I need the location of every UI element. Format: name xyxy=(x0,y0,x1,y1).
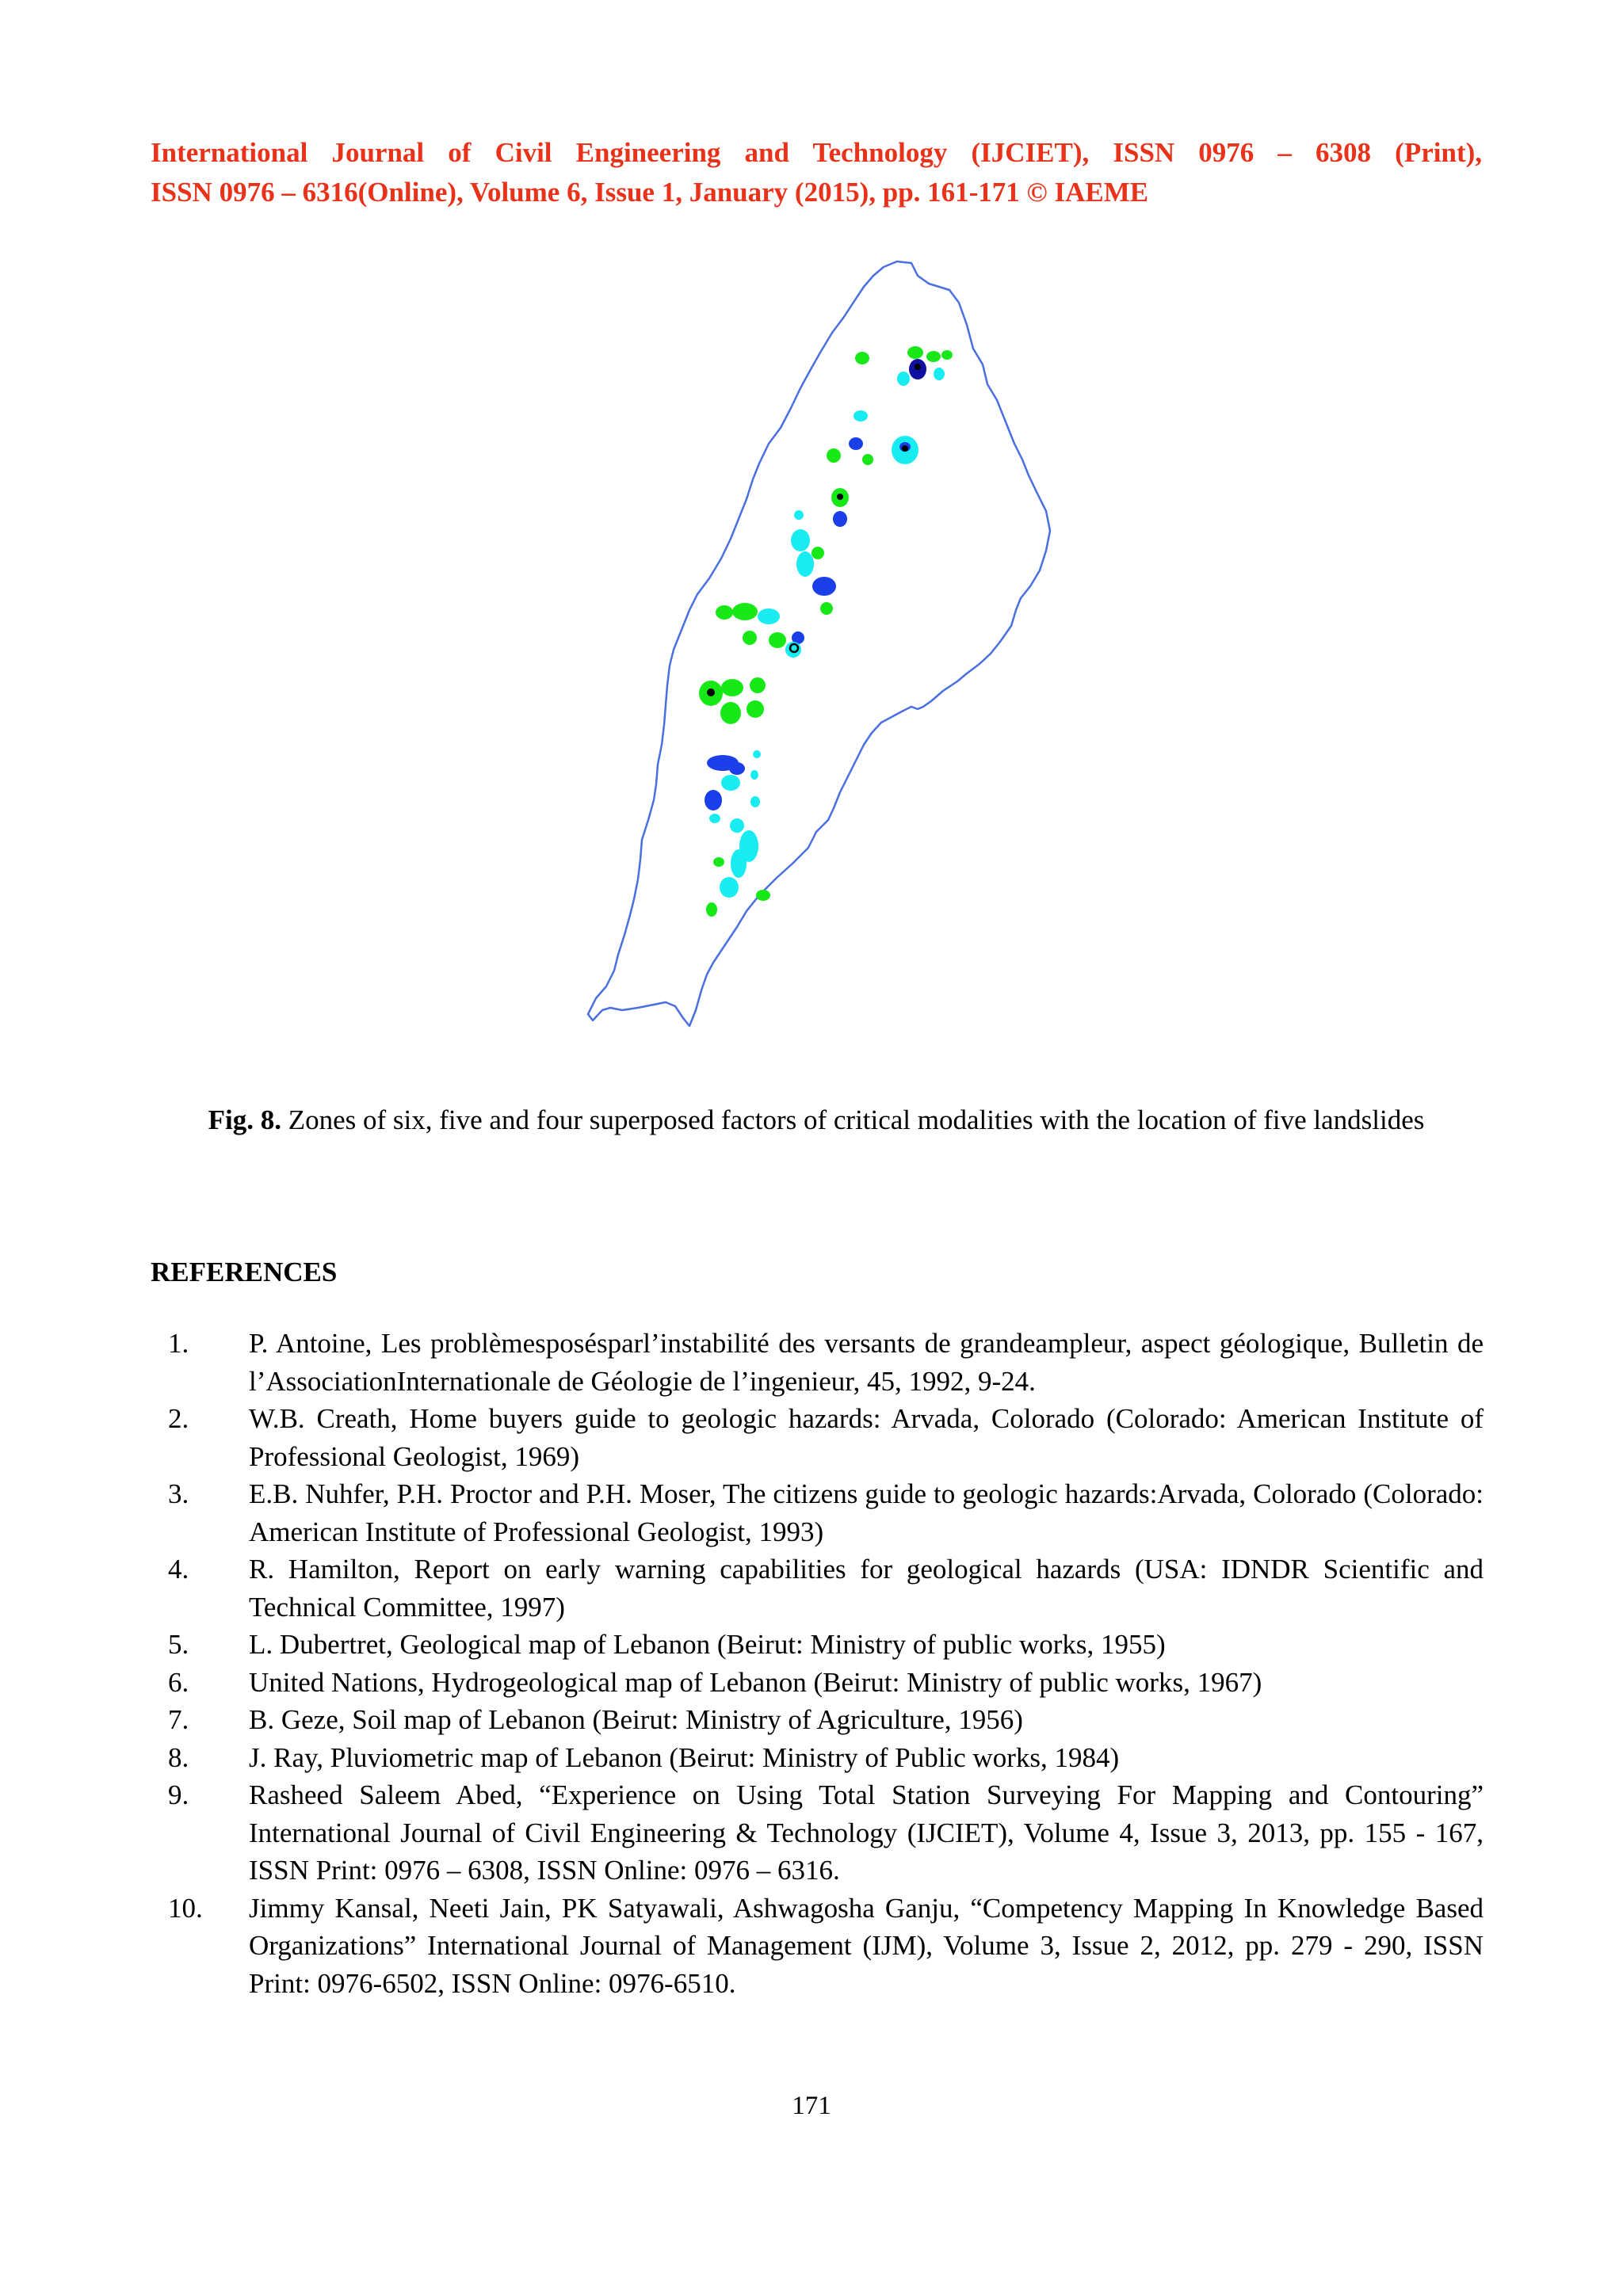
reference-number: 4. xyxy=(168,1554,189,1585)
reference-number: 5. xyxy=(168,1629,189,1660)
zone-green xyxy=(721,679,743,696)
reference-number: 7. xyxy=(168,1704,189,1735)
landslide-marker xyxy=(837,494,843,500)
reference-item xyxy=(151,1701,1484,1739)
reference-item xyxy=(151,1475,1484,1550)
zone-green xyxy=(820,602,833,615)
reference-item xyxy=(151,1739,1484,1777)
zone-green xyxy=(756,890,770,901)
reference-item xyxy=(151,1664,1484,1702)
zone-cyan xyxy=(709,814,720,823)
reference-item xyxy=(151,1890,1484,2003)
zone-cyan xyxy=(794,510,804,520)
zone-green xyxy=(750,677,766,693)
zone-cyan xyxy=(750,770,758,780)
reference-number: 6. xyxy=(168,1666,189,1698)
zone-green xyxy=(855,352,869,364)
reference-text: United Nations, Hydrogeological map of Lebanon (Beirut: Ministry of public works, 1967) xyxy=(249,1666,1262,1698)
zone-cyan xyxy=(753,750,761,758)
zone-blue xyxy=(833,511,847,527)
references-heading: REFERENCES xyxy=(151,1257,338,1287)
reference-number: 1. xyxy=(168,1328,189,1359)
zone-blue xyxy=(705,790,722,810)
zone-green xyxy=(716,605,733,620)
landslides-group xyxy=(707,364,921,696)
reference-number: 2. xyxy=(168,1403,189,1434)
journal-header xyxy=(151,133,1482,212)
zone-blue xyxy=(812,577,836,596)
zone-blue xyxy=(849,437,863,450)
reference-text: R. Hamilton, Report on early warning capabilities for geological hazards (USA: IDNDR Scientific and Technical Committee, 1997) xyxy=(249,1554,1484,1623)
reference-item xyxy=(151,1550,1484,1626)
zone-green xyxy=(720,702,741,724)
reference-number: 3. xyxy=(168,1478,189,1509)
page-number: 171 xyxy=(792,2092,831,2120)
zone-cyan xyxy=(854,410,868,421)
zone-green xyxy=(706,902,717,917)
zone-green xyxy=(769,632,786,648)
landslide-marker xyxy=(707,688,715,696)
zone-cyan xyxy=(897,372,910,386)
zone-cyan xyxy=(791,529,810,551)
zone-green xyxy=(907,346,923,359)
zone-cyan xyxy=(720,877,739,898)
journal-header-line-1: International Journal of Civil Engineering and Technology (IJCIET), ISSN 0976 – 6308 (Print), xyxy=(151,137,1482,168)
reference-text: J. Ray, Pluviometric map of Lebanon (Beirut: Ministry of Public works, 1984) xyxy=(249,1741,1120,1773)
zone-cyan xyxy=(750,796,760,807)
lebanon-outline xyxy=(588,261,1050,1026)
journal-header-line-2: ISSN 0976 – 6316(Online), Volume 6, Issue 1, January (2015), pp. 161-171 © IAEME xyxy=(151,177,1149,208)
reference-text: Jimmy Kansal, Neeti Jain, PK Satyawali, Ashwagosha Ganju, “Competency Mapping In Knowledge Based Organizations” International Journal of Management (IJM), Volume 3, Issue 2, 2012, pp. 279 - 290, ISSN Print: 0976-6502, ISSN Online: 0976-6510. xyxy=(249,1892,1484,1999)
zones-group xyxy=(699,346,953,917)
zone-green xyxy=(812,547,824,559)
zone-green xyxy=(827,448,841,463)
lebanon-map xyxy=(539,238,1141,1046)
reference-text: B. Geze, Soil map of Lebanon (Beirut: Ministry of Agriculture, 1956) xyxy=(249,1704,1023,1735)
reference-item xyxy=(151,1626,1484,1664)
figure-label: Fig. 8. xyxy=(208,1104,281,1135)
reference-text: L. Dubertret, Geological map of Lebanon (Beirut: Ministry of public works, 1955) xyxy=(249,1629,1166,1660)
reference-text: Rasheed Saleem Abed, “Experience on Using Total Station Surveying For Mapping and Contouring” International Journal of Civil Engineering & Technology (IJCIET), Volume 4, Issue 3, 2013, pp. 155 - 167, ISSN Print: 0976 – 6308, ISSN Online: 0976 – 6316. xyxy=(249,1779,1484,1886)
zone-green xyxy=(743,631,757,645)
zone-green xyxy=(747,700,764,718)
zone-green xyxy=(732,603,758,620)
landslide-marker xyxy=(915,364,921,370)
zone-green xyxy=(926,351,941,362)
references-list xyxy=(151,1325,1484,2002)
zone-cyan xyxy=(796,551,814,577)
landslide-marker xyxy=(902,445,908,452)
zone-green xyxy=(941,350,953,360)
reference-text: P. Antoine, Les problèmesposésparl’instabilité des versants de grandeampleur, aspect géologique, Bulletin de l’AssociationInternationale de Géologie de l’ingenieur, 45, 1992, 9-24. xyxy=(249,1328,1484,1397)
zone-cyan xyxy=(730,818,744,833)
zone-cyan xyxy=(721,775,740,791)
zone-cyan xyxy=(934,368,945,380)
reference-item xyxy=(151,1400,1484,1475)
reference-number: 9. xyxy=(168,1779,189,1810)
zone-cyan xyxy=(731,849,747,878)
zone-cyan xyxy=(758,608,780,624)
zone-green xyxy=(862,454,873,465)
reference-number: 8. xyxy=(168,1741,189,1773)
lebanon-map-figure xyxy=(539,238,1141,1046)
zone-green xyxy=(713,857,724,867)
reference-text: W.B. Creath, Home buyers guide to geologic hazards: Arvada, Colorado (Colorado: American Institute of Professional Geologist, 1969) xyxy=(249,1403,1484,1472)
figure-caption-text: Zones of six, five and four superposed factors of critical modalities with the location of five landslides xyxy=(281,1104,1425,1135)
reference-item xyxy=(151,1325,1484,1400)
reference-item xyxy=(151,1776,1484,1890)
reference-text: E.B. Nuhfer, P.H. Proctor and P.H. Moser, The citizens guide to geologic hazards:Arvada, Colorado (Colorado: American Institute of Professional Geologist, 1993) xyxy=(249,1478,1484,1547)
figure-caption xyxy=(151,1101,1482,1139)
zone-blue xyxy=(729,762,745,775)
reference-number: 10. xyxy=(168,1892,203,1924)
